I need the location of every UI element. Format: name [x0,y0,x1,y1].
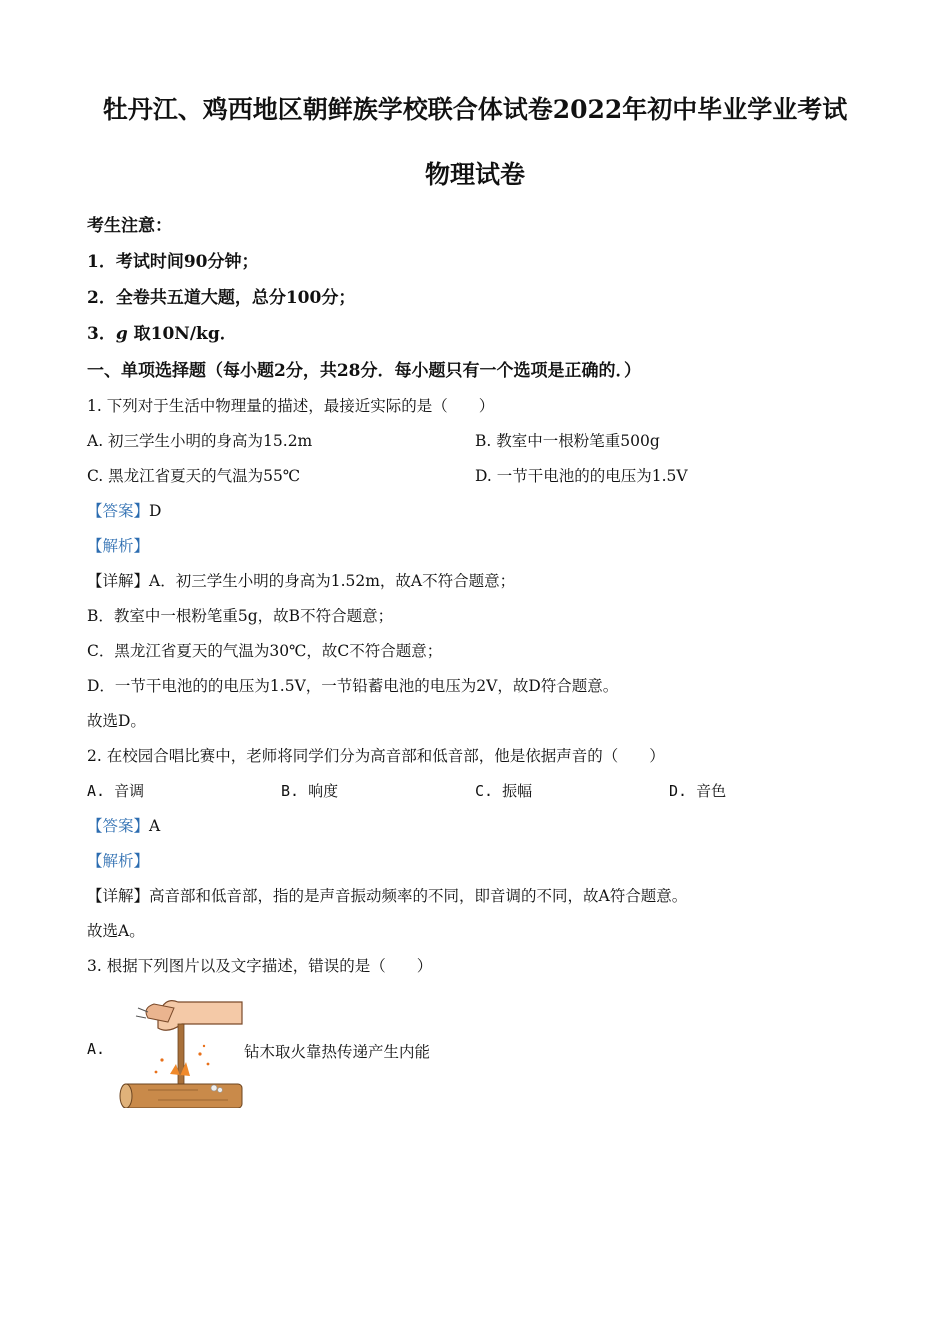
q1-detail-3: C．黑龙江省夏天的气温为30℃，故C不符合题意； [87,642,443,660]
q1-detail-1 [87,569,515,591]
q2-option-d: D. 音色 [669,782,727,800]
q2-analysis-label: 【解析】 [87,852,150,870]
notice-item-3-var: g [115,324,128,344]
q1-option-c: C. 黑龙江省夏天的气温为55℃ [87,467,301,485]
q1-stem: 1. 下列对于生活中物理量的描述，最接近实际的是（ ） [87,397,495,415]
q2-answer-value: A [149,817,161,835]
q3-option-a-letter: A. [87,1040,106,1058]
notice-item-1: 1．考试时间90分钟； [87,252,259,272]
q2-detail-text: 高音部和低音部，指的是声音振动频率的不同，即音调的不同，故A符合题意。 [149,887,688,905]
q2-answer [87,814,160,836]
notice-item-3-rest: 取10N/kg． [127,324,237,344]
q3-option-a-text: 钻木取火靠热传递产生内能 [244,1043,431,1061]
q2-option-a: A. 音调 [87,782,145,800]
notice-item-3 [87,319,237,344]
notice-item-2: 2．全卷共五道大题，总分100分； [87,288,356,308]
notice-heading: 考生注意： [87,216,172,236]
section-heading: 一、单项选择题（每小题2分，共28分．每小题只有一个选项是正确的．） [87,361,641,381]
q2-conclusion: 故选A。 [87,922,145,940]
notice-item-3-prefix: 3． [87,324,116,344]
q1-detail-label: 【详解】 [87,572,150,590]
q1-option-b: B. 教室中一根粉笔重500g [475,432,660,450]
q1-answer-label: 【答案】 [87,502,150,520]
q3-stem: 3. 根据下列图片以及文字描述，错误的是（ ） [87,957,433,975]
q1-analysis-label: 【解析】 [87,537,150,555]
q1-option-a: A. 初三学生小明的身高为15.2m [87,432,313,450]
q1-option-d: D. 一节干电池的的电压为1.5V [475,467,688,485]
q1-detail-2: B．教室中一根粉笔重5g，故B不符合题意； [87,607,394,625]
q2-detail-label: 【详解】 [87,887,150,905]
q1-answer-value: D [149,502,162,520]
q2-detail [87,884,687,906]
q1-detail-4: D．一节干电池的的电压为1.5V，一节铅蓄电池的电压为2V，故D符合题意。 [87,677,619,695]
fire-drill-illustration-icon [118,988,244,1108]
exam-title: 牡丹江、鸡西地区朝鲜族学校联合体试卷2022年初中毕业学业考试 [102,95,848,124]
q2-stem: 2. 在校园合唱比赛中，老师将同学们分为高音部和低音部，他是依据声音的（ ） [87,747,665,765]
exam-subtitle: 物理试卷 [424,160,525,189]
q2-option-c: C. 振幅 [475,782,533,800]
q2-answer-label: 【答案】 [87,817,150,835]
q1-answer [87,499,161,521]
q1-conclusion: 故选D。 [87,712,146,730]
q1-detail-text-1: A．初三学生小明的身高为1.52m，故A不符合题意； [149,572,516,590]
q2-option-b: B. 响度 [281,782,339,800]
